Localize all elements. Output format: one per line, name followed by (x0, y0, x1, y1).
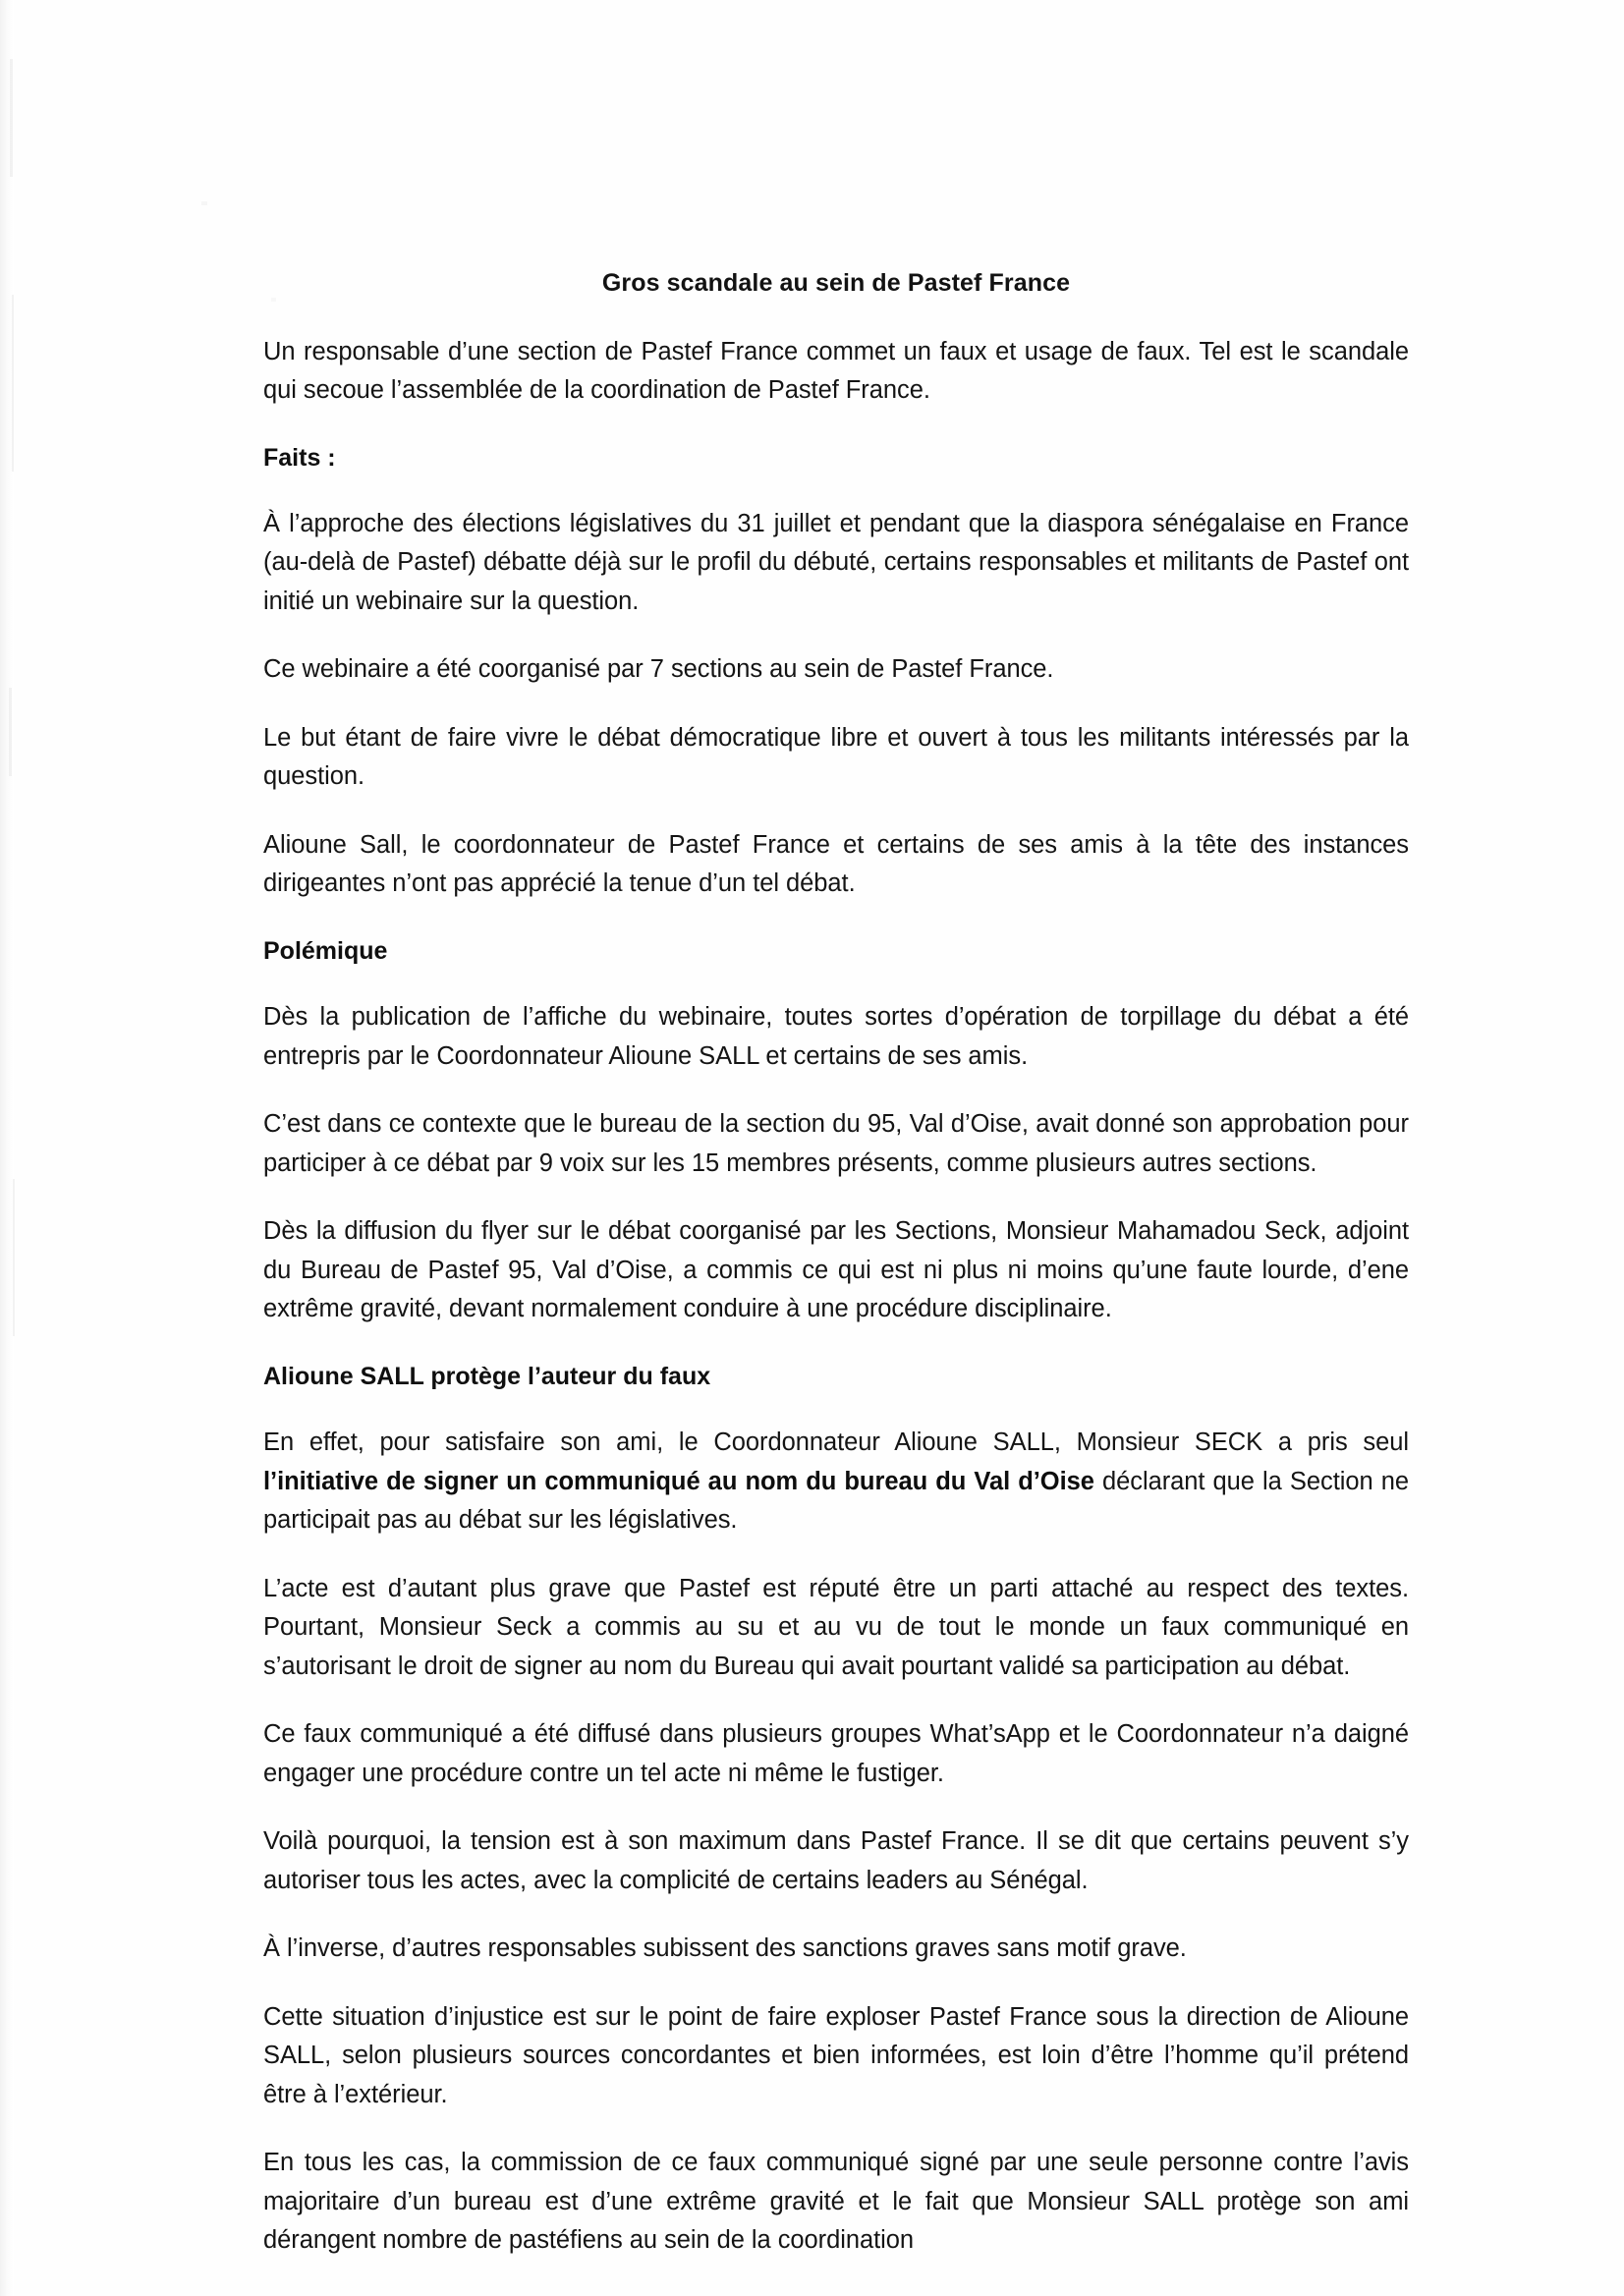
paragraph-faits-3: Le but étant de faire vivre le débat démocratique libre et ouvert à tous les militants intéressés par la question. (263, 723, 1409, 791)
paragraph-faits-2: Ce webinaire a été coorganisé par 7 sections au sein de Pastef France. (263, 655, 1054, 684)
paragraph-polemique-1: Dès la publication de l’affiche du webinaire, toutes sortes d’opération de torpillage du débat a été entrepris par le Coordonnateur Alioune SALL et certains de ses amis. (263, 1003, 1409, 1070)
paragraph-protege-3: Ce faux communiqué a été diffusé dans plusieurs groupes What’sApp et le Coordonnateur n’a daigné engager une procédure contre un tel acte ni même le fustiger. (263, 1720, 1409, 1787)
section-heading-faits: Faits : (263, 443, 336, 472)
scan-left-edge-artifact (0, 0, 14, 2296)
paragraph-polemique-3: Dès la diffusion du flyer sur le débat coorganisé par les Sections, Monsieur Mahamadou Seck, adjoint du Bureau de Pastef 95, Val d’Oise, a commis ce qui est ni plus ni moins qu’une faute lourde, d’ene extrême gravité, devant normalement conduire à une procédure disciplinaire. (263, 1217, 1409, 1323)
paragraph-protege-4: Voilà pourquoi, la tension est à son maximum dans Pastef France. Il se dit que certains peuvent s’y autoriser tous les actes, avec la complicité de certains leaders au Sénégal. (263, 1827, 1409, 1894)
scan-speckle (10, 59, 13, 177)
paragraph-protege-6: Cette situation d’injustice est sur le point de faire exploser Pastef France sous la direction de Alioune SALL, selon plusieurs sources concordantes et bien informées, est loin d’être l’homme qu’il prétend être à l’extérieur. (263, 2002, 1409, 2108)
paragraph-protege-1 (263, 1424, 1409, 1540)
emphasized-text-run: l’initiative de signer un communiqué au nom du bureau du Val d’Oise (263, 1467, 1094, 1495)
section-heading-polemique: Polémique (263, 936, 388, 965)
scan-speckle (13, 1179, 15, 1336)
paragraph-polemique-2: C’est dans ce contexte que le bureau de la section du 95, Val d’Oise, avait donné son approbation pour participer à ce débat par 9 voix sur les 15 membres présents, comme plusieurs autres sections. (263, 1110, 1409, 1177)
page-title: Gros scandale au sein de Pastef France (601, 269, 1071, 297)
paragraph-protege-2: L’acte est d’autant plus grave que Pastef est réputé être un parti attaché au respect des textes. Pourtant, Monsieur Seck a commis au su et au vu de tout le monde un faux communiqué en s’autorisant le droit de signer au nom du Bureau qui avait pourtant validé sa participation au débat. (263, 1574, 1409, 1680)
paragraph-faits-1: À l’approche des élections législatives du 31 juillet et pendant que la diaspora sénégalaise en France (au-delà de Pastef) débatte déjà sur le profil du débuté, certains responsables et militants de Pastef ont initié un webinaire sur la question. (263, 509, 1409, 615)
paragraph-protege-5: À l’inverse, d’autres responsables subissent des sanctions graves sans motif grave. (263, 1934, 1187, 1963)
paragraph-faits-4: Alioune Sall, le coordonnateur de Pastef France et certains de ses amis à la tête des instances dirigeantes n’ont pas apprécié la tenue d’un tel débat. (263, 830, 1409, 898)
document-body (263, 267, 1409, 2290)
paragraph-protege-7: En tous les cas, la commission de ce faux communiqué signé par une seule personne contre l’avis majoritaire d’un bureau est d’une extrême gravité et le fait que Monsieur SALL protège son ami dérangent nombre de pastéfiens au sein de la coordination (263, 2149, 1409, 2255)
scan-speckle (12, 295, 14, 472)
paragraph-intro: Un responsable d’une section de Pastef France commet un faux et usage de faux. Tel est le scandale qui secoue l’assemblée de la coordination de Pastef France. (263, 337, 1409, 405)
section-heading-protege-auteur: Alioune SALL protège l’auteur du faux (263, 1362, 711, 1390)
scan-speckle (201, 201, 207, 205)
text-run: En effet, pour satisfaire son ami, le Coordonnateur Alioune SALL, Monsieur SECK a pris seul (263, 1428, 1409, 1457)
text-run: déclarant que la Section ne participait pas au débat sur les législatives. (263, 1467, 1409, 1535)
scan-speckle (9, 688, 12, 776)
